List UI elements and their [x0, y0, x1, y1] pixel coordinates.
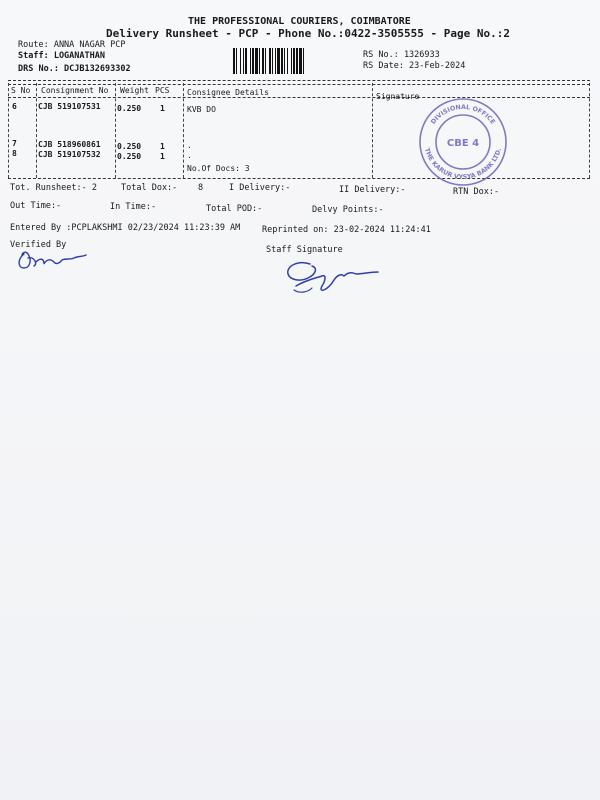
bank-seal-stamp [412, 96, 514, 188]
col-divider [8, 83, 9, 178]
row-weight: 0.250 [117, 142, 142, 151]
svg-text:THE KARUR VYSYA BANK LTD.: THE KARUR VYSYA BANK LTD. [422, 147, 503, 182]
staff-signature [282, 256, 382, 298]
rs-number: RS No.: 1326933 [363, 50, 440, 60]
table-top-rule [8, 80, 590, 81]
col-header-consignment: Consignment No [41, 86, 109, 95]
col-header-sno: S No [11, 86, 31, 95]
col-divider [589, 83, 590, 178]
entered-by: Entered By :PCPLAKSHMI 02/23/2024 11:23:39 AM [10, 223, 241, 233]
col-divider [36, 83, 37, 178]
col-header-pcs: PCS [155, 86, 170, 95]
row-consignee: . [187, 141, 192, 150]
total-dox-label: Total Dox:- [121, 183, 178, 193]
row-weight: 0.250 [117, 104, 142, 113]
row-pcs: 1 [160, 104, 165, 113]
row-pcs: 1 [160, 152, 165, 161]
row-consignee: . [187, 151, 192, 160]
i-delivery: I Delivery:- [229, 183, 291, 193]
col-header-signature: Signature [376, 92, 420, 101]
reprinted-on: Reprinted on: 23-02-2024 11:24:41 [262, 225, 431, 235]
row-sno: 6 [12, 102, 17, 111]
staff-signature-label: Staff Signature [266, 245, 343, 255]
runsheet-title: Delivery Runsheet - PCP - Phone No.:0422-3505555 - Page No.:2 [106, 27, 510, 40]
table-top-rule-2 [8, 84, 590, 85]
company-name: THE PROFESSIONAL COURIERS, COIMBATORE [188, 16, 411, 27]
row-weight: 0.250 [117, 152, 142, 161]
drs-number: DRS No.: DCJB132693302 [18, 64, 131, 74]
total-pod: Total POD:- [206, 204, 263, 214]
staff-label: Staff: LOGANATHAN [18, 51, 105, 61]
row-sno: 8 [12, 149, 17, 158]
out-time: Out Time:- [10, 201, 62, 211]
row-sno: 7 [12, 139, 17, 148]
rtn-dox: RTN Dox:- [453, 187, 500, 197]
tot-runsheet: Tot. Runsheet:- 2 [10, 183, 97, 193]
col-header-weight: Weight [120, 86, 149, 95]
row-consignee: KVB DO [187, 105, 216, 114]
col-divider [115, 83, 116, 178]
col-header-consignee: Consignee Details [187, 88, 269, 97]
row-pcs: 1 [160, 142, 165, 151]
col-divider [183, 83, 184, 178]
verified-by-label: Verified By [10, 240, 67, 250]
col-divider [372, 83, 373, 178]
barcode [233, 48, 355, 74]
svg-text:DIVISIONAL OFFICE: DIVISIONAL OFFICE [429, 103, 497, 126]
row-consignment: CJB 519107531 [38, 102, 101, 111]
row-consignment: CJB 519107532 [38, 150, 101, 159]
delvy-points: Delvy Points:- [312, 205, 384, 215]
no-of-docs: No.Of Docs: 3 [187, 164, 250, 173]
verifier-signature [14, 246, 90, 274]
svg-text:CBE 4: CBE 4 [446, 138, 480, 149]
total-dox-value: 8 [198, 183, 204, 193]
in-time: In Time:- [110, 202, 157, 212]
ii-delivery: II Delivery:- [339, 185, 406, 195]
route-label: Route: ANNA NAGAR PCP [18, 40, 126, 50]
row-consignment: CJB 518960861 [38, 140, 101, 149]
rs-date: RS Date: 23-Feb-2024 [363, 61, 466, 71]
